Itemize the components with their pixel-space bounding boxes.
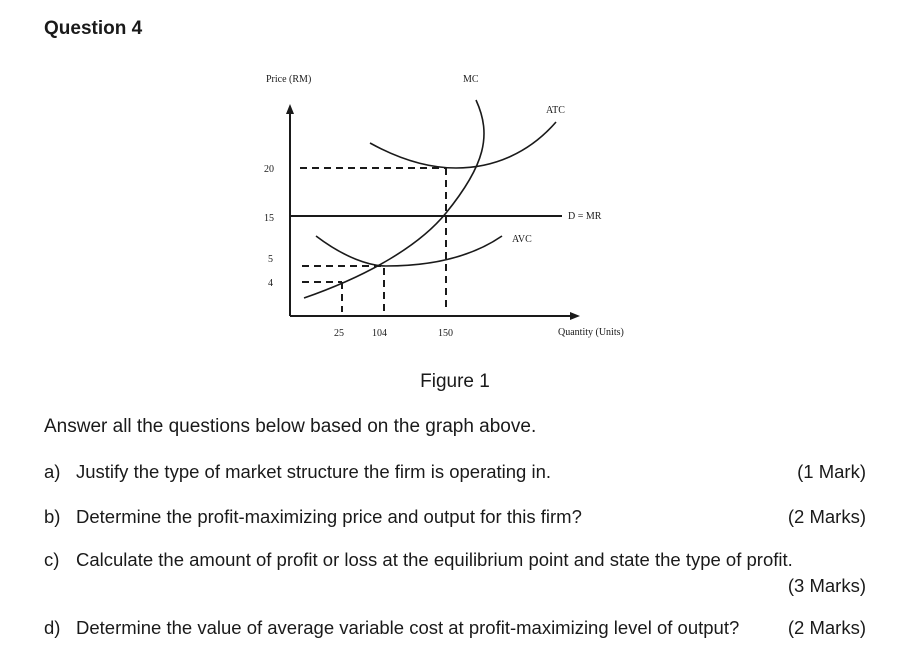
question-a	[44, 461, 870, 483]
question-letter: b)	[44, 506, 61, 527]
question-text: Determine the profit-maximizing price and output for this firm?	[76, 506, 582, 527]
question-text: Calculate the amount of profit or loss at the equilibrium point and state the type of profit.	[76, 549, 793, 570]
y-tick-15: 15	[264, 213, 274, 224]
question-text: Justify the type of market structure the firm is operating in.	[76, 461, 552, 482]
x-axis-label: Quantity (Units)	[558, 327, 624, 338]
x-tick-25: 25	[334, 328, 344, 339]
x-tick-104: 104	[372, 328, 387, 339]
atc-label: ATC	[546, 105, 565, 116]
question-d	[44, 617, 870, 639]
figure-caption: Figure 1	[420, 371, 490, 392]
question-marks: (2 Marks)	[787, 617, 866, 638]
question-b	[44, 506, 870, 528]
instructions-text: Answer all the questions below based on the graph above.	[44, 416, 537, 437]
question-marks: (2 Marks)	[787, 506, 866, 527]
atc-curve	[370, 122, 556, 168]
x-axis-arrow	[570, 312, 580, 320]
question-c	[44, 549, 870, 596]
question-marks: (1 Mark)	[797, 461, 866, 482]
question-letter: a)	[44, 461, 61, 482]
question-letter: d)	[44, 617, 61, 638]
y-tick-5: 5	[268, 254, 273, 265]
x-tick-150: 150	[438, 328, 453, 339]
question-letter: c)	[44, 549, 60, 570]
question-heading: Question 4	[44, 18, 143, 39]
y-tick-4: 4	[268, 278, 273, 289]
y-tick-20: 20	[264, 164, 274, 175]
avc-curve	[316, 236, 502, 266]
mc-label: MC	[463, 74, 479, 85]
mc-curve	[304, 100, 484, 298]
question-text: Determine the value of average variable cost at profit-maximizing level of output?	[76, 617, 740, 638]
y-axis-arrow	[286, 104, 294, 114]
question-marks: (3 Marks)	[787, 575, 866, 596]
y-axis-label: Price (RM)	[266, 74, 312, 85]
demand-mr-label: D = MR	[568, 211, 602, 222]
avc-label: AVC	[512, 234, 532, 245]
